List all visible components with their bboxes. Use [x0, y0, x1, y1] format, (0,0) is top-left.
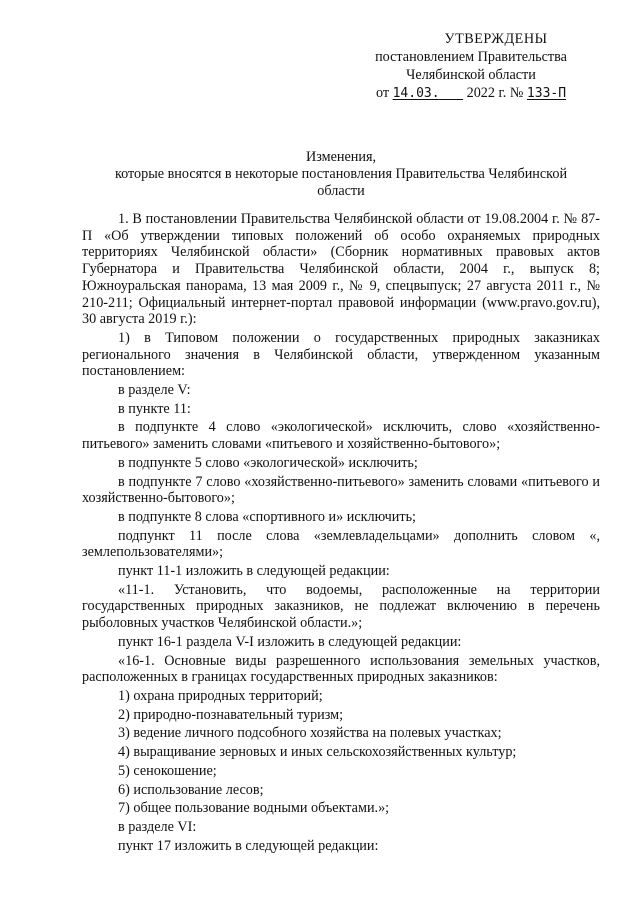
paragraph-5: в подпункте 4 слово «экологической» исключить, слово «хозяйственно-питьевого» заменить словами «питьевого и хозяйственно-бытового»;	[82, 419, 600, 453]
title-line-2: которые вносятся в некоторые постановления Правительства Челябинской	[114, 166, 568, 182]
approval-line-2: Челябинской области	[406, 67, 536, 83]
paragraph-1: 1. В постановлении Правительства Челябинской области от 19.08.2004 г. № 87-П «Об утверждении типовых положений об особо охраняемых природных территориях Челябинской области» (Сборник нормативных правовых актов Губернатора и Правительства Челябинской области, 2004 г., выпуск 8; Южноуральская панорама, 13 мая 2009 г., № 9, спецвыпуск; 27 августа 2011 г., № 210-211; Официальный интернет-портал правовой информации (www.pravo.gov.ru), 30 августа 2019 г.):	[82, 211, 600, 328]
paragraph-16: 3) ведение личного подсобного хозяйства на полевых участках;	[118, 725, 502, 742]
paragraph-2: 1) в Типовом положении о государственных природных заказниках регионального значения в Челябинской области, утвержденном указанным постановлением:	[82, 329, 600, 380]
date-underline-gap	[440, 86, 463, 101]
paragraph-20: 7) общее пользование водными объектами.»;	[118, 800, 390, 817]
paragraph-13: «16-1. Основные виды разрешенного использования земельных участков, расположенных в границах государственных природных заказников:	[82, 652, 600, 686]
date-year: 2022 г. №	[466, 85, 524, 101]
title-line-3: области	[317, 183, 365, 199]
approval-stamp	[356, 30, 586, 103]
approval-heading: УТВЕРЖДЕНЫ	[444, 31, 548, 47]
number-value: 133-П	[526, 86, 567, 101]
paragraph-21: в разделе VI:	[118, 818, 197, 835]
document-body	[82, 211, 600, 854]
paragraph-22: пункт 17 изложить в следующей редакции:	[118, 837, 379, 854]
paragraph-12: пункт 16-1 раздела V-I изложить в следующей редакции:	[118, 633, 462, 650]
title-line-1: Изменения,	[305, 149, 377, 165]
paragraph-18: 5) сенокошение;	[118, 762, 217, 779]
paragraph-17: 4) выращивание зерновых и иных сельскохозяйственных культур;	[118, 744, 517, 761]
paragraph-11: «11-1. Установить, что водоемы, расположенные на территории государственных природных заказников, не подлежат включению в перечень рыболовных участков Челябинской области.»;	[82, 581, 600, 632]
paragraph-4: в пункте 11:	[118, 400, 191, 417]
paragraph-14: 1) охрана природных территорий;	[118, 687, 323, 704]
paragraph-9: подпункт 11 после слова «землевладельцами» дополнить словом «, землепользователями»;	[82, 527, 600, 561]
paragraph-19: 6) использование лесов;	[118, 781, 264, 798]
approval-line-1: постановлением Правительства	[375, 49, 567, 65]
paragraph-8: в подпункте 8 слова «спортивного и» исключить;	[118, 508, 416, 525]
approval-date-line	[356, 84, 586, 103]
document-title	[82, 149, 600, 200]
paragraph-7: в подпункте 7 слово «хозяйственно-питьевого» заменить словами «питьевого и хозяйственно-бытового»;	[82, 473, 600, 507]
paragraph-6: в подпункте 5 слово «экологической» исключить;	[118, 454, 418, 471]
paragraph-15: 2) природно-познавательный туризм;	[118, 706, 344, 723]
date-value: 14.03.	[392, 86, 440, 101]
paragraph-3: в разделе V:	[118, 382, 191, 399]
paragraph-10: пункт 11-1 изложить в следующей редакции:	[118, 563, 390, 580]
date-prefix: от	[375, 85, 390, 101]
